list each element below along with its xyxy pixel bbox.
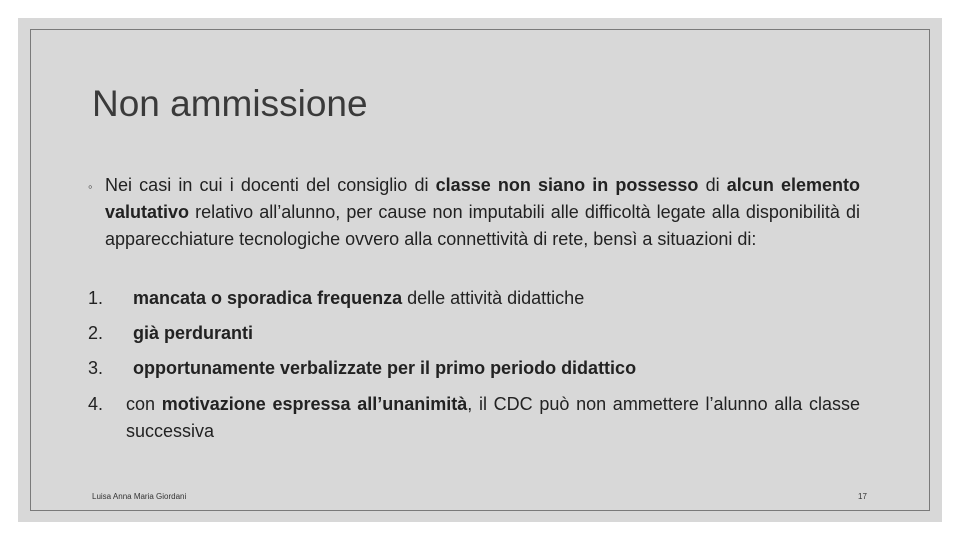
bullet-marker: ◦ xyxy=(88,179,93,194)
slide-title: Non ammissione xyxy=(92,83,368,124)
list-item-text xyxy=(133,355,860,382)
list-number: 4. xyxy=(88,394,104,414)
page-number: 17 xyxy=(858,492,867,501)
list-number: 2. xyxy=(88,323,104,343)
intro-bold-1: classe non siano in possesso xyxy=(435,175,699,195)
intro-bold-2: alcun elemento valutativo xyxy=(105,175,860,222)
intro-bullet-text xyxy=(105,172,860,253)
list-item-4 xyxy=(88,391,860,445)
list-item-pre: con xyxy=(126,394,162,414)
footer-author: Luisa Anna Maria Giordani xyxy=(92,492,187,501)
list-item-bold: motivazione espressa all’unanimità xyxy=(161,394,468,414)
intro-text-1: Nei casi in cui i docenti del consiglio di xyxy=(105,175,436,195)
list-item-bold: già perduranti xyxy=(133,323,254,343)
list-number: 3. xyxy=(88,358,104,378)
intro-text-2: di xyxy=(698,175,727,195)
intro-text-3: relativo all’alunno, per cause non imputabili alle difficoltà legate alla disponibilità di apparecchiature tecnologiche ovvero alla connettività di rete, bensì a situazioni di: xyxy=(105,202,860,249)
list-item-bold: opportunamente verbalizzate per il primo periodo didattico xyxy=(133,358,637,378)
list-item-text xyxy=(126,391,860,445)
list-item-text xyxy=(133,285,860,312)
list-item-bold: mancata o sporadica frequenza xyxy=(133,288,403,308)
list-item-rest: , il CDC può non ammettere l’alunno alla classe successiva xyxy=(126,394,861,441)
list-item-rest: delle attività didattiche xyxy=(402,288,585,308)
list-item-2 xyxy=(88,320,860,347)
list-item-3 xyxy=(88,355,860,382)
list-number: 1. xyxy=(88,288,104,308)
list-item-1 xyxy=(88,285,860,312)
intro-bullet xyxy=(88,172,860,253)
list-item-text xyxy=(133,320,860,347)
